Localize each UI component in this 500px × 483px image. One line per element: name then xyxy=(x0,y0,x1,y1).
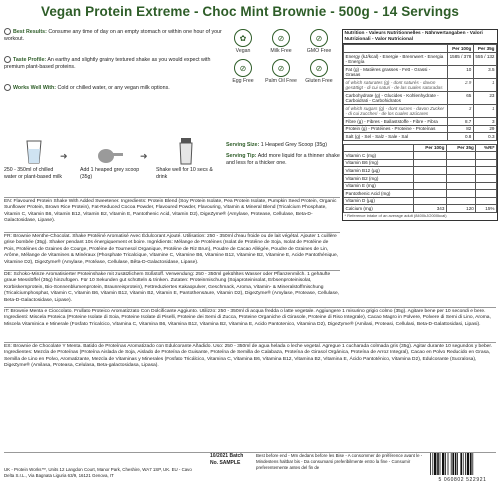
badge-label: Gluten Free xyxy=(305,78,333,84)
taste-icon xyxy=(4,56,11,63)
reference-intake: * Reference intake of an average adult (8400kJ/2000kcal) xyxy=(344,213,447,219)
nutrition-row: Energy (kJ/kcal) - Energie - Brennwert - Energia - Energía 1585 / 378 555 / 132 xyxy=(345,53,495,64)
nutrition-header: Nutrition - Valeurs Nutritionnelles - Nährwertangaben - Valori Nutrizionali - Valor Nutricional xyxy=(343,30,497,44)
glass-icon xyxy=(4,84,11,91)
barcode-bar xyxy=(437,453,439,475)
works-well-with: Works Well With: Cold or chilled water, or any vegan milk options. xyxy=(4,84,226,92)
footer xyxy=(4,452,496,483)
arrow-icon: ➜ xyxy=(60,151,68,161)
badge-milk-free xyxy=(262,29,300,54)
language-block-es: ES: Brownie de Chocolate Y Menta. Batido de Proteínas Aromatizado con Edulcorante Añadido. Uso: 250 - 350ml de agua helada o leche vegetal. Agregue 1 cucharada colmada gris (35g). Agitar durante 10 segundos y beber. Ingredientes: Mezcla de Proteínas (Proteína Aislada de Soja, Aislado de Proteína de Guisante, Proteína de Semilla de Calabaza, Proteína de Girasol Orgánica, Proteína de Arroz Integral), Cacao en Polvo Reducido en Grasa, Semilla de Lino en Polvo, Aromatizante, Mezcla de Vitaminas y Minerales (Fosfato Tricálcico, Vitamina C, Vitamina B6, Vitamina B12, Vitamina B2, Vitamina E, Ácido Pantoténico, Vitamina D2), Edulcorante (Sucralosa), DigeZyme® (Amilasa, Proteasa, Celulasa, Beta-galactosidasa, Lipasa). xyxy=(4,342,496,375)
barcode-bar xyxy=(457,453,458,475)
language-block-fr: FR: Brownie Menthe-Chocolat. Shake Protéiné Aromatisé Avec Édulcorant Ajouté. Utilisation: 250 - 350ml d'eau froide ou de lait végétal. Ajouter 1 cuillère grise bombée (35g). Shaker pendant 10s énergiquement et boire. Ingrédients: Mélange de Protéines (Isolat de Protéine de Soja, Isolat de Protéine de Pois, Protéines de Graines de Courge, Protéine de Tournesol Organique, Protéine de Riz Brun), Poudre de Cacao Allégée, Poudre de Graines de Lin, Arôme, Mélange de Vitamines & Minéraux (Phosphate Tricalcique, Vitamine C, Vitamine B6, Vitamine B12, Vitamine B2, Vitamine E, Acide Pantothénique, Vitamine D2), DigeZyme® (Amylase, Protéase, Cellulase, Bêta-D-Galactosidase, Lipase). xyxy=(4,232,340,269)
barcode-bar xyxy=(434,453,436,475)
works-text: Cold or chilled water, or any vegan milk options. xyxy=(57,84,170,91)
badge-vegan xyxy=(224,29,262,54)
barcode-number: 5 060802 522921 xyxy=(438,477,487,483)
badge-label: GMO Free xyxy=(306,48,332,54)
best-results-text: Consume any time of day on an empty stomach or within one hour of your workout. xyxy=(4,28,222,43)
barcode-bar xyxy=(451,453,452,475)
taste-profile: Taste Profile: An earthy and slightly grainy textured shake as you would expect with premium plant-based proteins. xyxy=(4,56,211,71)
vitamin-row: Vitamin E (mg) xyxy=(344,182,497,190)
clock-icon xyxy=(4,28,11,35)
barcode-bar xyxy=(455,453,457,475)
language-block-de: DE: Schoko-Minze Aromatisierter Proteinshake mit zusätzlichem Süßstoff. Verwendung: 250 - 350ml gekühltes Wasser oder Pflanzenmilch. 1 gehäufte graue Messlöffel (35g) hinzufügen. Für 10 Sekunden gut schütteln & trinken. Zutaten: Proteinmischung (Sojaproteinisolat, Erbsenproteinisolat, Kürbiskernprotein, Bio-Sonnenblumenprotein, Braunreisprotein), Fettreduziertes Kakaopulver, Geschmack, Aroma, Vitamin- & Mineralstoffmischung (Tricalciumphosphat, Vitamin C, Vitamin B6, Vitamin B12, Vitamin B2, Vitamin E, Pantothensäure, Vitamin D2), DigeZyme® (Amylase, Protease, Cellulase, Beta-D-Galactosidase, Lipase). xyxy=(4,270,340,306)
vitamin-row: Vitamin C (mg) xyxy=(344,152,497,160)
nutrition-row: of which saturates (g) - dont saturés - davon gesättigt - di cui saturi - de las cuales saturadas 2.9 1 xyxy=(345,79,495,90)
nutrition-row: Salt (g) - Sel - Salz - Sale - Sal 0.8 0.3 xyxy=(345,133,495,139)
barcode-bar xyxy=(442,453,444,475)
preparation-steps xyxy=(4,137,226,197)
vitamin-row: Vitamin B6 (mg) xyxy=(344,159,497,167)
badge-label: Vegan xyxy=(235,48,251,54)
vitamin-row: Pantothenic Acid (mg) xyxy=(344,190,497,198)
badge-label: Egg Free xyxy=(232,78,254,84)
taste-text: An earthy and slightly grainy textured shake as you would expect with premium plant-based proteins. xyxy=(4,56,211,71)
best-results: Best Results: Consume any time of day on an empty stomach or within one hour of your workout. xyxy=(4,28,222,43)
nutrition-row: of which sugars (g) - dont sucres - davon Zucker - di cui zuccheri - de los cuales azúcares 3 1 xyxy=(345,105,495,116)
barcode-bar xyxy=(432,453,433,475)
col-per-35g: Per 35g xyxy=(473,45,496,53)
step-scoop: Add 1 heaped grey scoop (35g) xyxy=(80,137,140,181)
company-address: UK - Protein Works™, Units 12 Langdon Court, Manor Park, Cheshire, WA7 1SP, UK. EU - Cavo Delta S.r.L., Via Bagnata Liguria 63/9, 16121 Genova, IT xyxy=(4,467,192,479)
palm-oil-free-icon: ⊘ xyxy=(272,59,290,77)
barcode-bar xyxy=(430,453,431,475)
barcode-bar xyxy=(460,453,462,475)
badge-egg-free xyxy=(224,59,262,84)
nutrition-row: Fibre (g) - Fibres - Ballaststoffe - Fibre - Fibra 8.7 3 xyxy=(345,118,495,124)
nutrition-row: Fat (g) - Matières grasses - Fett - Grassi - Grasas 10 3.5 xyxy=(345,66,495,77)
serving-info xyxy=(226,142,341,167)
best-before: Best before end - Mm dedans before les Bise - A consommer de préférence avant le - Mindestens haltbar bis - Da consumarsi preferibilmente entro la fine - Consumir preferentemente antes del fin de xyxy=(256,453,423,471)
page-title: Vegan Protein Extreme - Choc Mint Brownie - 500g - 14 Servings xyxy=(40,4,460,19)
barcode-bar xyxy=(463,453,464,475)
badge-label: Palm Oil Free xyxy=(265,78,297,84)
vitamin-row: Vitamin D (µg) xyxy=(344,197,497,205)
glass-icon xyxy=(25,139,43,165)
vitamin-row: Vitamin B2 (mg) xyxy=(344,175,497,183)
vitamin-row: Vitamin B12 (µg) xyxy=(344,167,497,175)
serving-size: Serving Size: 1 Heaped Grey Scoop (35g) xyxy=(226,142,327,148)
leaf-icon: ✿ xyxy=(234,29,252,47)
barcode-bar xyxy=(440,453,441,475)
badge-gluten-free xyxy=(300,59,338,84)
barcode-bars xyxy=(429,453,496,475)
scoop-icon xyxy=(97,145,123,165)
language-block-it: IT: Brownie Menta e Cioccolato. Frullato Proteico Aromatizzato Con Dolcificante Aggiunto. Utilizzo: 250 - 350ml di acqua fredda o latte vegetale. Aggiungere 1 misurino grigio colmo (35g). Agitare bene per 10 secondi e bere. Ingredienti: Miscela Proteica (Proteine Isolate di Soia, Proteine Isolate di Piselli, Proteine dei Semi di Zucca, Proteine Organiche di Girasole, Proteine di Riso Integrale), Cacao Magro in Polvere, Polvere di Semi di Lino, Aroma, Miscela Vitaminica e Minerale (Fosfato Tricalcico, Vitamina C, Vitamina B6, Vitamina B12, Vitamina B2, Vitamina E, Acido Pantotenico, Vitamina D2), DigeZyme® (Amilasi, Proteasi, Cellulasi, Beta-D-Galattosidasi, Lipasi). xyxy=(4,307,496,340)
barcode-bar xyxy=(472,453,473,475)
gluten-free-icon: ⊘ xyxy=(310,59,328,77)
barcode-bar xyxy=(465,453,466,475)
nutrition-table: Nutrition - Valeurs Nutritionnelles - Nährwertangaben - Valori Nutrizionali - Valor Nutricional Per 100g Per 35g Energy (kJ/kcal) - Energie - Brennwert - Energia - Energía 1585 / 378 555 / 132 Fat (g) - Matières grasses - Fett - Grassi - Grasas 10 3.5 of which saturates (g) - dont saturés - davon gesättigt - di cui saturi - de las cuales saturadas 2.9 1 Carbohydrate (g) - Glucides - Kohlenhydrate - Carboidrati - Carbohidratos 65 23 of which sugars (g) - dont sucres - davon Zucker - di cui zuccheri - de los cuales azúcares 3 1 Fibre (g) - Fibres - Ballaststoffe - Fibre - Fibra 8.7 3 Protein (g) - Protéines - Proteine - Proteínas 82 29 Salt (g) - Sel - Salz - Sale - Sal 0.8 0.3 Per 100g Per 35g %RI* Vitamin C (mg) Vitamin B6 (mg) Vitamin B12 (µg) Vitamin B2 (mg) Vitamin E (mg) Pantothenic Acid (mg) Vitamin D (µg) Calcium (mg) 343 120 15% * Reference intake of an average adult (8400kJ/2000kcal) xyxy=(342,29,498,221)
step-shake: Shake well for 10 secs & drink xyxy=(156,137,216,181)
batch-number: 10/2021 Batch No. SAMPLE xyxy=(210,453,244,466)
milk-free-icon: ⊘ xyxy=(272,29,290,47)
shaker-icon xyxy=(178,137,194,165)
barcode-bar xyxy=(448,453,449,475)
egg-free-icon: ⊘ xyxy=(234,59,252,77)
barcode-bar xyxy=(445,453,446,475)
barcode-bar xyxy=(467,453,469,475)
arrow-icon: ➜ xyxy=(140,151,148,161)
nutrition-row: Protein (g) - Protéines - Proteine - Proteínas 82 29 xyxy=(345,126,495,132)
nutrition-row: Carbohydrate (g) - Glucides - Kohlenhydrate - Carboidrati - Carbohidratos 65 23 xyxy=(345,92,495,103)
gmo-free-icon: ⊘ xyxy=(310,29,328,47)
barcode-bar xyxy=(470,453,472,475)
badge-label: Milk Free xyxy=(270,48,292,54)
badge-gmo-free xyxy=(300,29,338,54)
col-per-100g: Per 100g xyxy=(448,45,474,53)
barcode xyxy=(429,453,496,482)
step-water: 250 - 350ml of chilled water or plant-based milk xyxy=(4,137,64,181)
serving-tip: Serving Tip: Add more liquid for a thinner shake and less for a thicker one. xyxy=(226,153,340,167)
vitamin-row: Calcium (mg) 343 120 15% xyxy=(345,206,495,212)
language-block-en: EN: Flavoured Protein Shake With Added Sweetener. Ingredients: Protein Blend (Soy Protein Isolate, Pea Protein Isolate, Pumpkin Seed Protein, Organic Sunflower Protein, Brown Rice Protein), Fat-Reduced Cocoa Powder, Flavoured Powder, Flavouring, Vitamin & Mineral Blend (Tricalcium Phosphate, Vitamin C, Vitamin B6, Vitamin B12, Vitamin B2, Vitamin E, Pantothenic Acid, Vitamin D2), DigeZyme® (Amylase, Protease, Cellulase, Beta-D-Galactosidase, Lipase). xyxy=(4,197,340,231)
badge-palm-oil-free xyxy=(262,59,300,84)
barcode-bar xyxy=(452,453,454,475)
